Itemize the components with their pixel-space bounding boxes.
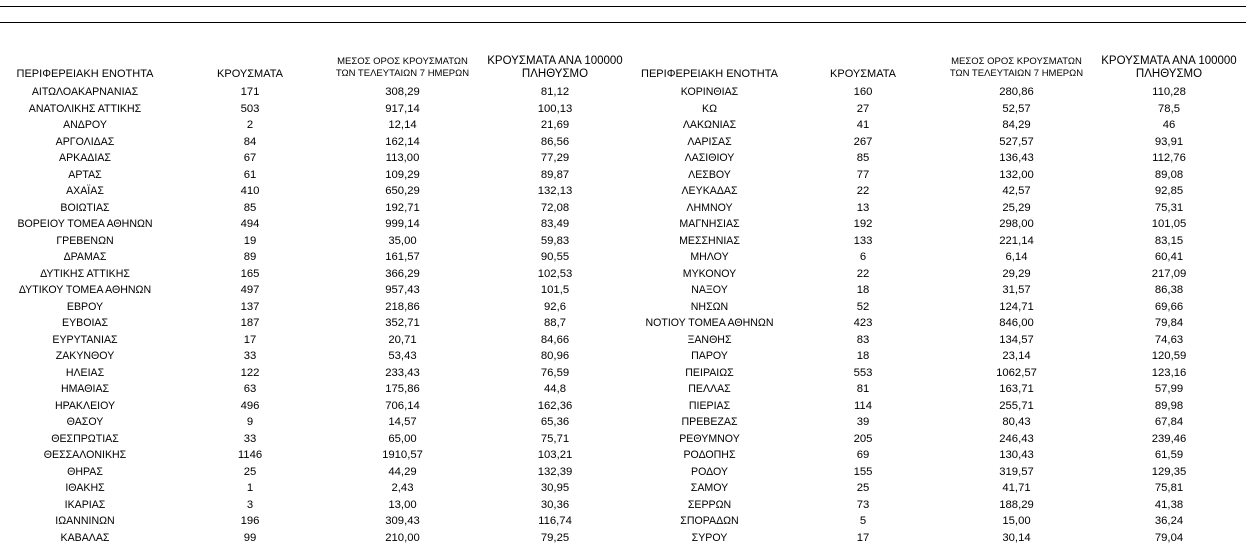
left-cell-per100k: 90,55 (475, 249, 635, 266)
left-cell-avg7: 113,00 (320, 150, 485, 167)
table-row (0, 117, 1246, 134)
left-cell-avg7: 917,14 (320, 101, 485, 118)
left-cell-cases: 99 (205, 530, 295, 546)
left-cell-per100k: 83,49 (475, 216, 635, 233)
top-rule-2 (0, 22, 1246, 23)
right-cell-region: ΚΟΡΙΝΘΙΑΣ (627, 84, 792, 101)
right-cell-avg7: 1062,57 (934, 365, 1099, 382)
table-row (0, 530, 1246, 546)
table-row (0, 398, 1246, 415)
left-cell-cases: 61 (205, 167, 295, 184)
left-cell-per100k: 72,08 (475, 200, 635, 217)
header-per100k-left-line1: ΚΡΟΥΣΜΑΤΑ ΑΝΑ 100000 (475, 55, 635, 68)
left-cell-cases: 410 (205, 183, 295, 200)
left-cell-per100k: 132,39 (475, 464, 635, 481)
right-cell-avg7: 130,43 (934, 447, 1099, 464)
right-cell-cases: 6 (818, 249, 908, 266)
left-cell-avg7: 12,14 (320, 117, 485, 134)
left-cell-cases: 3 (205, 497, 295, 514)
left-cell-avg7: 650,29 (320, 183, 485, 200)
right-cell-region: ΠΑΡΟΥ (627, 348, 792, 365)
right-cell-per100k: 123,16 (1089, 365, 1246, 382)
left-cell-cases: 89 (205, 249, 295, 266)
right-cell-region: ΡΟΔΟΠΗΣ (627, 447, 792, 464)
right-cell-region: ΜΗΛΟΥ (627, 249, 792, 266)
right-cell-avg7: 846,00 (934, 315, 1099, 332)
right-cell-avg7: 319,57 (934, 464, 1099, 481)
left-cell-region: ΖΑΚΥΝΘΟΥ (0, 348, 170, 365)
left-cell-region: ΓΡΕΒΕΝΩΝ (0, 233, 170, 250)
right-cell-avg7: 132,00 (934, 167, 1099, 184)
table-row (0, 150, 1246, 167)
left-cell-per100k: 162,36 (475, 398, 635, 415)
right-cell-per100k: 129,35 (1089, 464, 1246, 481)
table-row (0, 447, 1246, 464)
left-cell-avg7: 233,43 (320, 365, 485, 382)
right-cell-cases: 155 (818, 464, 908, 481)
left-cell-region: ΔΥΤΙΚΗΣ ΑΤΤΙΚΗΣ (0, 266, 170, 283)
left-cell-per100k: 86,56 (475, 134, 635, 151)
right-cell-region: ΛΗΜΝΟΥ (627, 200, 792, 217)
top-rule (0, 6, 1246, 7)
right-cell-per100k: 83,15 (1089, 233, 1246, 250)
right-cell-per100k: 69,66 (1089, 299, 1246, 316)
right-cell-cases: 133 (818, 233, 908, 250)
right-cell-cases: 25 (818, 480, 908, 497)
right-cell-cases: 22 (818, 266, 908, 283)
table-row (0, 134, 1246, 151)
header-cases-right: ΚΡΟΥΣΜΑΤΑ (818, 68, 908, 81)
left-cell-avg7: 999,14 (320, 216, 485, 233)
right-cell-avg7: 52,57 (934, 101, 1099, 118)
left-cell-region: ΑΡΚΑΔΙΑΣ (0, 150, 170, 167)
right-cell-region: ΝΑΞΟΥ (627, 282, 792, 299)
left-cell-cases: 33 (205, 348, 295, 365)
right-cell-cases: 22 (818, 183, 908, 200)
left-cell-per100k: 103,21 (475, 447, 635, 464)
table-row (0, 431, 1246, 448)
right-cell-region: ΣΥΡΟΥ (627, 530, 792, 546)
left-cell-cases: 496 (205, 398, 295, 415)
left-cell-region: ΙΘΑΚΗΣ (0, 480, 170, 497)
right-cell-per100k: 41,38 (1089, 497, 1246, 514)
left-cell-avg7: 308,29 (320, 84, 485, 101)
left-cell-cases: 25 (205, 464, 295, 481)
right-cell-cases: 27 (818, 101, 908, 118)
right-cell-region: ΛΕΣΒΟΥ (627, 167, 792, 184)
left-cell-per100k: 75,71 (475, 431, 635, 448)
left-cell-region: ΗΜΑΘΙΑΣ (0, 381, 170, 398)
left-cell-region: ΗΛΕΙΑΣ (0, 365, 170, 382)
left-cell-avg7: 161,57 (320, 249, 485, 266)
left-cell-region: ΒΟΡΕΙΟΥ ΤΟΜΕΑ ΑΘΗΝΩΝ (0, 216, 170, 233)
left-cell-region: ΑΡΤΑΣ (0, 167, 170, 184)
right-cell-per100k: 46 (1089, 117, 1246, 134)
left-cell-per100k: 79,25 (475, 530, 635, 546)
left-cell-cases: 2 (205, 117, 295, 134)
right-cell-per100k: 86,38 (1089, 282, 1246, 299)
right-cell-per100k: 89,98 (1089, 398, 1246, 415)
left-cell-cases: 19 (205, 233, 295, 250)
right-cell-region: ΝΟΤΙΟΥ ΤΟΜΕΑ ΑΘΗΝΩΝ (627, 315, 792, 332)
right-cell-region: ΠΕΛΛΑΣ (627, 381, 792, 398)
left-cell-region: ΑΡΓΟΛΙΔΑΣ (0, 134, 170, 151)
left-cell-avg7: 20,71 (320, 332, 485, 349)
table-row (0, 282, 1246, 299)
left-cell-avg7: 13,00 (320, 497, 485, 514)
right-cell-avg7: 221,14 (934, 233, 1099, 250)
left-cell-cases: 122 (205, 365, 295, 382)
right-cell-cases: 81 (818, 381, 908, 398)
left-cell-region: ΕΥΒΟΙΑΣ (0, 315, 170, 332)
left-cell-avg7: 192,71 (320, 200, 485, 217)
right-cell-per100k: 120,59 (1089, 348, 1246, 365)
left-cell-avg7: 352,71 (320, 315, 485, 332)
left-cell-avg7: 706,14 (320, 398, 485, 415)
table-row (0, 365, 1246, 382)
left-cell-avg7: 53,43 (320, 348, 485, 365)
header-avg-right-line2: ΤΩΝ ΤΕΛΕΥΤΑΙΩΝ 7 ΗΜΕΡΩΝ (934, 68, 1099, 80)
table-row (0, 348, 1246, 365)
left-cell-region: ΔΡΑΜΑΣ (0, 249, 170, 266)
left-cell-avg7: 14,57 (320, 414, 485, 431)
right-cell-per100k: 61,59 (1089, 447, 1246, 464)
left-cell-cases: 503 (205, 101, 295, 118)
right-cell-region: ΚΩ (627, 101, 792, 118)
left-cell-per100k: 101,5 (475, 282, 635, 299)
table-row (0, 216, 1246, 233)
table-row (0, 414, 1246, 431)
right-cell-avg7: 134,57 (934, 332, 1099, 349)
left-cell-per100k: 81,12 (475, 84, 635, 101)
right-cell-region: ΠΕΙΡΑΙΩΣ (627, 365, 792, 382)
header-per100k-right (1089, 55, 1246, 81)
table-body (0, 84, 1246, 546)
table-row (0, 332, 1246, 349)
left-cell-avg7: 366,29 (320, 266, 485, 283)
right-cell-avg7: 29,29 (934, 266, 1099, 283)
left-cell-cases: 1146 (205, 447, 295, 464)
right-cell-avg7: 527,57 (934, 134, 1099, 151)
table-row (0, 233, 1246, 250)
left-cell-cases: 196 (205, 513, 295, 530)
header-avg-right (934, 56, 1099, 80)
left-cell-region: ΙΩΑΝΝΙΝΩΝ (0, 513, 170, 530)
left-cell-avg7: 35,00 (320, 233, 485, 250)
left-cell-region: ΑΝΑΤΟΛΙΚΗΣ ΑΤΤΙΚΗΣ (0, 101, 170, 118)
right-cell-avg7: 298,00 (934, 216, 1099, 233)
left-cell-region: ΕΒΡΟΥ (0, 299, 170, 316)
left-cell-per100k: 132,13 (475, 183, 635, 200)
header-avg-left-line2: ΤΩΝ ΤΕΛΕΥΤΑΙΩΝ 7 ΗΜΕΡΩΝ (320, 68, 485, 80)
header-avg-left-line1: ΜΕΣΟΣ ΟΡΟΣ ΚΡΟΥΣΜΑΤΩΝ (320, 56, 485, 68)
left-cell-cases: 63 (205, 381, 295, 398)
right-cell-per100k: 79,04 (1089, 530, 1246, 546)
left-cell-avg7: 65,00 (320, 431, 485, 448)
left-cell-avg7: 2,43 (320, 480, 485, 497)
left-cell-cases: 67 (205, 150, 295, 167)
right-cell-per100k: 36,24 (1089, 513, 1246, 530)
left-cell-region: ΘΕΣΣΑΛΟΝΙΚΗΣ (0, 447, 170, 464)
left-cell-per100k: 30,36 (475, 497, 635, 514)
right-cell-region: ΣΑΜΟΥ (627, 480, 792, 497)
right-cell-region: ΡΕΘΥΜΝΟΥ (627, 431, 792, 448)
right-cell-region: ΜΕΣΣΗΝΙΑΣ (627, 233, 792, 250)
right-cell-per100k: 67,84 (1089, 414, 1246, 431)
left-cell-per100k: 30,95 (475, 480, 635, 497)
left-cell-avg7: 957,43 (320, 282, 485, 299)
table-row (0, 183, 1246, 200)
right-cell-avg7: 6,14 (934, 249, 1099, 266)
right-cell-avg7: 23,14 (934, 348, 1099, 365)
right-cell-cases: 83 (818, 332, 908, 349)
right-cell-region: ΣΠΟΡΑΔΩΝ (627, 513, 792, 530)
table-row (0, 249, 1246, 266)
table-row (0, 381, 1246, 398)
header-avg-right-line1: ΜΕΣΟΣ ΟΡΟΣ ΚΡΟΥΣΜΑΤΩΝ (934, 56, 1099, 68)
left-cell-cases: 1 (205, 480, 295, 497)
left-cell-region: ΘΗΡΑΣ (0, 464, 170, 481)
right-cell-avg7: 25,29 (934, 200, 1099, 217)
header-per100k-right-line2: ΠΛΗΘΥΣΜΟ (1089, 68, 1246, 81)
right-cell-cases: 41 (818, 117, 908, 134)
table-row (0, 299, 1246, 316)
right-cell-region: ΛΑΡΙΣΑΣ (627, 134, 792, 151)
right-cell-per100k: 110,28 (1089, 84, 1246, 101)
header-region-right: ΠΕΡΙΦΕΡΕΙΑΚΗ ΕΝΟΤΗΤΑ (627, 68, 792, 81)
right-cell-avg7: 30,14 (934, 530, 1099, 546)
left-cell-per100k: 76,59 (475, 365, 635, 382)
left-cell-cases: 9 (205, 414, 295, 431)
right-cell-per100k: 60,41 (1089, 249, 1246, 266)
right-cell-avg7: 42,57 (934, 183, 1099, 200)
right-cell-per100k: 75,81 (1089, 480, 1246, 497)
table-row (0, 497, 1246, 514)
left-cell-cases: 84 (205, 134, 295, 151)
left-cell-region: ΙΚΑΡΙΑΣ (0, 497, 170, 514)
left-cell-cases: 187 (205, 315, 295, 332)
left-cell-region: ΗΡΑΚΛΕΙΟΥ (0, 398, 170, 415)
right-cell-cases: 39 (818, 414, 908, 431)
left-cell-avg7: 162,14 (320, 134, 485, 151)
table-row (0, 464, 1246, 481)
right-cell-region: ΛΕΥΚΑΔΑΣ (627, 183, 792, 200)
header-avg-left (320, 56, 485, 80)
right-cell-region: ΜΑΓΝΗΣΙΑΣ (627, 216, 792, 233)
left-cell-avg7: 175,86 (320, 381, 485, 398)
left-cell-per100k: 100,13 (475, 101, 635, 118)
left-cell-region: ΑΝΔΡΟΥ (0, 117, 170, 134)
left-cell-region: ΑΧΑΪΑΣ (0, 183, 170, 200)
right-cell-avg7: 41,71 (934, 480, 1099, 497)
right-cell-region: ΡΟΔΟΥ (627, 464, 792, 481)
header-region-left: ΠΕΡΙΦΕΡΕΙΑΚΗ ΕΝΟΤΗΤΑ (0, 68, 170, 81)
right-cell-per100k: 89,08 (1089, 167, 1246, 184)
right-cell-avg7: 15,00 (934, 513, 1099, 530)
right-cell-cases: 192 (818, 216, 908, 233)
left-cell-per100k: 77,29 (475, 150, 635, 167)
right-cell-per100k: 79,84 (1089, 315, 1246, 332)
right-cell-cases: 73 (818, 497, 908, 514)
right-cell-per100k: 112,76 (1089, 150, 1246, 167)
right-cell-avg7: 124,71 (934, 299, 1099, 316)
right-cell-region: ΠΡΕΒΕΖΑΣ (627, 414, 792, 431)
right-cell-cases: 5 (818, 513, 908, 530)
right-cell-cases: 13 (818, 200, 908, 217)
table-row (0, 513, 1246, 530)
left-cell-cases: 85 (205, 200, 295, 217)
left-cell-per100k: 116,74 (475, 513, 635, 530)
right-cell-cases: 77 (818, 167, 908, 184)
table-row (0, 266, 1246, 283)
right-cell-per100k: 57,99 (1089, 381, 1246, 398)
right-cell-region: ΛΑΣΙΘΙΟΥ (627, 150, 792, 167)
left-cell-cases: 497 (205, 282, 295, 299)
right-cell-avg7: 80,43 (934, 414, 1099, 431)
right-cell-per100k: 75,31 (1089, 200, 1246, 217)
left-cell-avg7: 109,29 (320, 167, 485, 184)
right-cell-cases: 85 (818, 150, 908, 167)
left-cell-region: ΚΑΒΑΛΑΣ (0, 530, 170, 546)
right-cell-cases: 18 (818, 282, 908, 299)
left-cell-per100k: 65,36 (475, 414, 635, 431)
header-per100k-left (475, 55, 635, 81)
right-cell-region: ΜΥΚΟΝΟΥ (627, 266, 792, 283)
header-per100k-left-line2: ΠΛΗΘΥΣΜΟ (475, 68, 635, 81)
right-cell-cases: 423 (818, 315, 908, 332)
right-cell-cases: 553 (818, 365, 908, 382)
table-row (0, 315, 1246, 332)
left-cell-region: ΕΥΡΥΤΑΝΙΑΣ (0, 332, 170, 349)
left-cell-per100k: 44,8 (475, 381, 635, 398)
left-cell-cases: 165 (205, 266, 295, 283)
right-cell-avg7: 163,71 (934, 381, 1099, 398)
right-cell-region: ΠΙΕΡΙΑΣ (627, 398, 792, 415)
left-cell-per100k: 89,87 (475, 167, 635, 184)
left-cell-cases: 171 (205, 84, 295, 101)
left-cell-cases: 17 (205, 332, 295, 349)
right-cell-avg7: 255,71 (934, 398, 1099, 415)
right-cell-cases: 205 (818, 431, 908, 448)
left-cell-avg7: 309,43 (320, 513, 485, 530)
left-cell-cases: 137 (205, 299, 295, 316)
left-cell-region: ΘΕΣΠΡΩΤΙΑΣ (0, 431, 170, 448)
table-row (0, 101, 1246, 118)
right-cell-per100k: 239,46 (1089, 431, 1246, 448)
right-cell-cases: 17 (818, 530, 908, 546)
right-cell-cases: 160 (818, 84, 908, 101)
left-cell-per100k: 59,83 (475, 233, 635, 250)
left-cell-per100k: 80,96 (475, 348, 635, 365)
table-row (0, 200, 1246, 217)
header-per100k-right-line1: ΚΡΟΥΣΜΑΤΑ ΑΝΑ 100000 (1089, 55, 1246, 68)
right-cell-per100k: 101,05 (1089, 216, 1246, 233)
right-cell-per100k: 74,63 (1089, 332, 1246, 349)
right-cell-per100k: 78,5 (1089, 101, 1246, 118)
left-cell-region: ΒΟΙΩΤΙΑΣ (0, 200, 170, 217)
table-row (0, 84, 1246, 101)
right-cell-avg7: 188,29 (934, 497, 1099, 514)
right-cell-avg7: 280,86 (934, 84, 1099, 101)
right-cell-cases: 267 (818, 134, 908, 151)
table-row (0, 480, 1246, 497)
left-cell-avg7: 1910,57 (320, 447, 485, 464)
left-cell-cases: 33 (205, 431, 295, 448)
left-cell-region: ΑΙΤΩΛΟΑΚΑΡΝΑΝΙΑΣ (0, 84, 170, 101)
right-cell-per100k: 93,91 (1089, 134, 1246, 151)
right-cell-region: ΝΗΣΩΝ (627, 299, 792, 316)
right-cell-cases: 114 (818, 398, 908, 415)
right-cell-region: ΛΑΚΩΝΙΑΣ (627, 117, 792, 134)
left-cell-cases: 494 (205, 216, 295, 233)
right-cell-avg7: 84,29 (934, 117, 1099, 134)
left-cell-per100k: 102,53 (475, 266, 635, 283)
right-cell-per100k: 92,85 (1089, 183, 1246, 200)
right-cell-avg7: 246,43 (934, 431, 1099, 448)
right-cell-region: ΣΕΡΡΩΝ (627, 497, 792, 514)
right-cell-region: ΞΑΝΘΗΣ (627, 332, 792, 349)
left-cell-avg7: 44,29 (320, 464, 485, 481)
right-cell-cases: 69 (818, 447, 908, 464)
left-cell-per100k: 88,7 (475, 315, 635, 332)
right-cell-cases: 52 (818, 299, 908, 316)
header-cases-left: ΚΡΟΥΣΜΑΤΑ (205, 68, 295, 81)
left-cell-region: ΘΑΣΟΥ (0, 414, 170, 431)
left-cell-per100k: 92,6 (475, 299, 635, 316)
right-cell-avg7: 31,57 (934, 282, 1099, 299)
table-row (0, 167, 1246, 184)
left-cell-avg7: 210,00 (320, 530, 485, 546)
left-cell-per100k: 21,69 (475, 117, 635, 134)
left-cell-per100k: 84,66 (475, 332, 635, 349)
left-cell-avg7: 218,86 (320, 299, 485, 316)
right-cell-cases: 18 (818, 348, 908, 365)
right-cell-per100k: 217,09 (1089, 266, 1246, 283)
left-cell-region: ΔΥΤΙΚΟΥ ΤΟΜΕΑ ΑΘΗΝΩΝ (0, 282, 170, 299)
right-cell-avg7: 136,43 (934, 150, 1099, 167)
